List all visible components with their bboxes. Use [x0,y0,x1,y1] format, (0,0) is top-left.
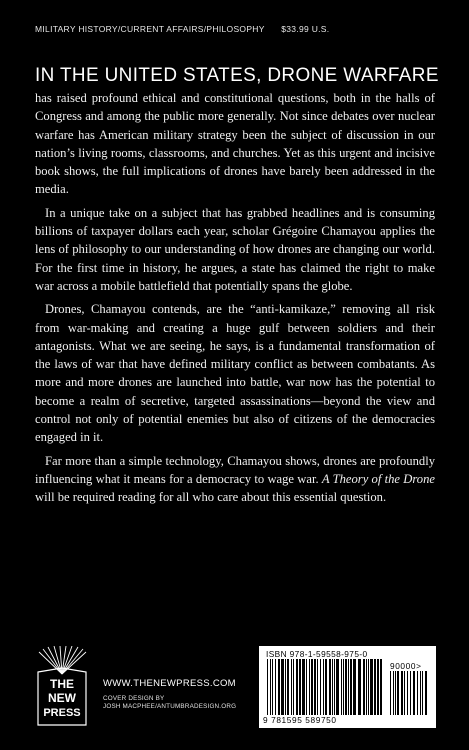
cover-design-credit [103,695,236,711]
logo-line-3: PRESS [43,707,81,719]
credit-line-1: COVER DESIGN BY [103,695,165,702]
isbn-text: ISBN 978-1-59558-975-0 [266,649,368,659]
barcode-bars [267,659,383,715]
publisher-website: WWW.THENEWPRESS.COM [103,678,236,689]
barcode-box [259,646,436,728]
body-text [35,89,435,512]
book-title: A Theory of the Drone [321,471,435,486]
barcode-addon-bars [390,671,430,715]
price-code: 90000> [390,661,422,671]
paragraph-2: In a unique take on a subject that has grabbed headlines and is consuming billions of taxpayer dollars each year, scholar Grégoire Chamayou applies the lens of philosophy to our understanding of how drones are changing our world. For the first time in history, he argues, a state has claimed the right to make war across a mobile battlefield that potentially spans the globe. [35,205,435,293]
paragraph-4 [35,452,435,507]
headline: IN THE UNITED STATES, DRONE WARFARE [35,64,439,86]
price-text: $33.99 U.S. [281,24,330,34]
category-text: MILITARY HISTORY/CURRENT AFFAIRS/PHILOSOPHY [35,24,265,34]
logo-line-2: NEW [48,691,76,705]
paragraph-4-start: Far more than a simple technology, Chamayou shows, drones are profoundly influencing what it means for a democracy to wage war. [35,453,435,486]
barcode-digits: 9 781595 589750 [263,715,337,725]
paragraph-4-end: will be required reading for all who care about this essential question. [35,490,387,505]
logo-line-1: THE [50,677,74,691]
category-bar [35,24,329,34]
paragraph-1: has raised profound ethical and constitutional questions, both in the halls of Congress and among the public more generally. Not since debates over nuclear warfare has American military strategy been the subject of discussion in our nation’s living rooms, classrooms, and churches. Yet as this urgent and incisive book shows, the full implications of drones have barely been addressed in the media. [35,91,435,197]
paragraph-3: Drones, Chamayou contends, are the “anti-kamikaze,” removing all risk from war-making and creating a huge gulf between soldiers and their antagonists. What we are seeing, he says, is a fundamental transformation of the laws of war that have defined military conflict as between combatants. As more and more drones are launched into battle, war now has the potential to become a realm of secretive, targeted assassinations—beyond the view and control not only of potential enemies but also of citizens of the democracies engaged in it. [35,302,435,445]
the-new-press-logo [35,646,89,726]
credit-line-2: JOSH MACPHEE/ANTUMBRADESIGN.ORG [103,703,237,710]
